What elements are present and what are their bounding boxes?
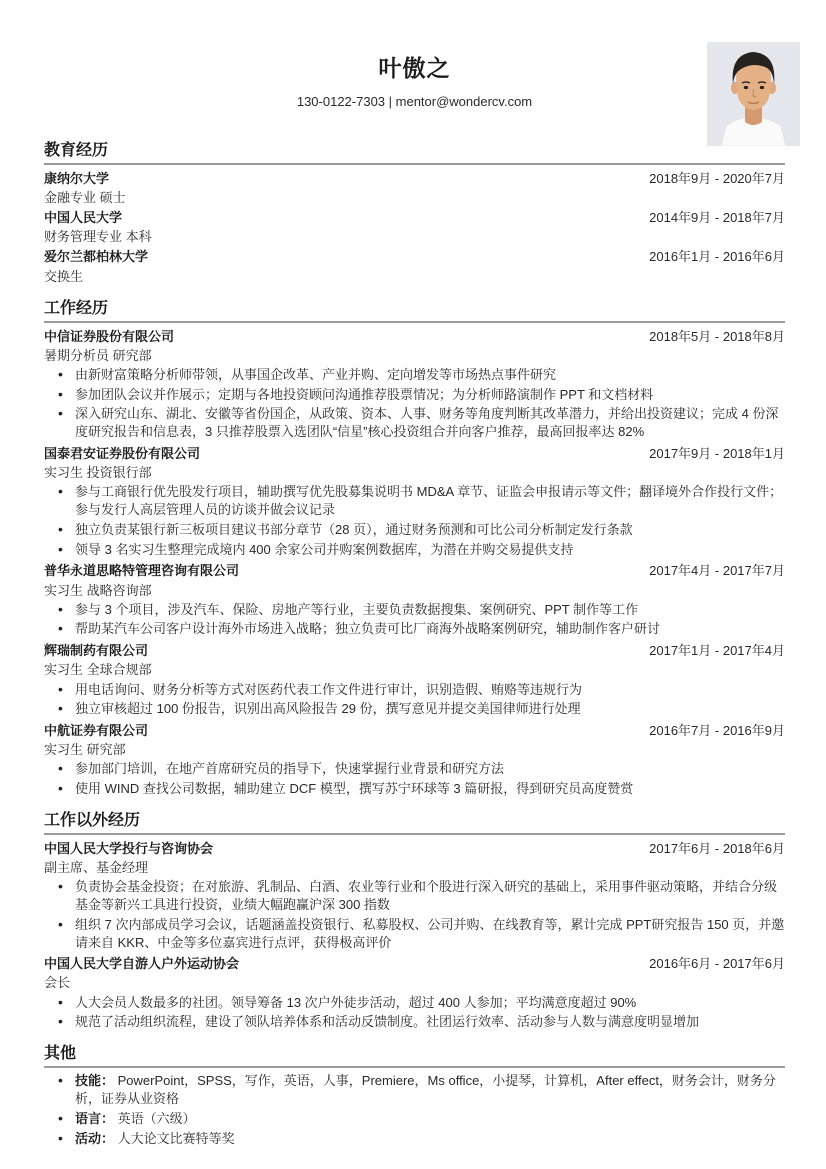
resume-header	[44, 50, 785, 109]
bullet-item: • 深入研究山东、湖北、安徽等省份国企，从政策、资本、人事、财务等角度判断其改革潜力，并给出投资建议；完成 4 份深度研究报告和信息表，3 只推荐股票入选团队“信星”核心投资组合并向客户推荐，最高回报率达 82%	[75, 405, 785, 441]
entry-head	[44, 561, 785, 580]
bullet-item: • 帮助某汽车公司客户设计海外市场进入战略；独立负责可比厂商海外战略案例研究，辅助制作客户研讨	[75, 620, 785, 638]
entry-role: 实习生 战略咨询部	[44, 582, 152, 598]
bullet-item: • 用电话询问、财务分析等方式对医药代表工作文件进行审计，识别造假、贿赂等违规行为	[75, 681, 785, 699]
entry-role: 交换生	[44, 268, 84, 284]
entry-org: 国泰君安证券股份有限公司	[44, 446, 201, 462]
resume-section	[44, 295, 785, 798]
entry-role: 实习生 研究部	[44, 742, 126, 758]
section-title: 工作经历	[44, 295, 785, 323]
entry-org: 康纳尔大学	[44, 171, 110, 186]
entry	[44, 444, 785, 558]
entry-head	[44, 954, 785, 973]
bullet-list	[44, 760, 785, 798]
candidate-name: 叶傲之	[378, 55, 451, 81]
entry-org: 中国人民大学自游人户外运动协会	[44, 956, 240, 972]
bullet-label: 技能：	[75, 1073, 115, 1089]
entry	[44, 247, 785, 285]
entry-date: 2016年6月 - 2017年6月	[649, 956, 785, 972]
bullet-list	[44, 483, 785, 558]
bullet-item: • 技能： PowerPoint，SPSS，写作，英语，人事，Premiere，Ms office，小提琴，计算机，After effect，财务会计，财务分析，证券从业资格	[75, 1072, 785, 1108]
entry-date: 2017年6月 - 2018年6月	[649, 840, 785, 856]
entry-date: 2016年7月 - 2016年9月	[649, 723, 785, 739]
bullet-item: • 领导 3 名实习生整理完成境内 400 余家公司并购案例数据库，为潜在并购交易提供支持	[75, 541, 785, 559]
bullet-item: • 独立审核超过 100 份报告，识别出高风险报告 29 份，撰写意见并提交美国律师进行处理	[75, 700, 785, 718]
bullet-item: • 人大会员人数最多的社团。领导筹备 13 次户外徒步活动，超过 400 人参加；平均满意度超过 90%	[75, 994, 785, 1012]
bullet-list	[44, 878, 785, 951]
bullet-item: • 负责协会基金投资；在对旅游、乳制品、白酒、农业等行业和个股进行深入研究的基础上，采用事件驱动策略，并结合分级基金等新兴工具进行投资，业绩大幅跑赢沪深 300 指数	[75, 878, 785, 914]
resume-body	[44, 137, 785, 1147]
section-title: 工作以外经历	[44, 807, 785, 835]
bullet-list	[44, 601, 785, 639]
entry	[44, 327, 785, 441]
entry-org: 中航证券有限公司	[44, 723, 149, 739]
bullet-item: • 语言： 英语（六级）	[75, 1110, 785, 1128]
bullet-item: • 组织 7 次内部成员学习会议，话题涵盖投资银行、私募股权、公司并购、在线教育等，累计完成 PPT研究报告 150 页，并邀请来自 KKR、中金等多位嘉宾进行点评，获得极高评价	[75, 916, 785, 952]
entry	[44, 561, 785, 638]
entry-role: 金融专业 硕士	[44, 190, 126, 206]
entry-date: 2014年9月 - 2018年7月	[649, 210, 785, 226]
bullet-list	[44, 994, 785, 1032]
entry-head	[44, 208, 785, 227]
entry-date: 2017年1月 - 2017年4月	[649, 643, 785, 659]
bullet-label: 活动：	[75, 1130, 115, 1146]
entry	[44, 954, 785, 1031]
entry-head	[44, 641, 785, 660]
entry-org: 辉瑞制药有限公司	[44, 643, 149, 659]
bullet-item: • 参与工商银行优先股发行项目，辅助撰写优先股募集说明书 MD&A 章节、证监会申报请示等文件；翻译境外合作投行文件；参与发行人高层管理人员的访谈并做会议记录	[75, 483, 785, 519]
section-title: 其他	[44, 1040, 785, 1068]
bullet-item: • 活动： 人大论文比赛特等奖	[75, 1130, 785, 1148]
entry	[44, 839, 785, 951]
contact-line: 130-0122-7303 | mentor@wondercv.com	[296, 94, 533, 109]
resume-section	[44, 807, 785, 1031]
resume-section	[44, 1040, 785, 1147]
entry-head	[44, 839, 785, 858]
bullet-item: • 参加团队会议并作展示；定期与各地投资顾问沟通推荐股票情况；为分析师路演制作 PPT 和文档材料	[75, 386, 785, 404]
entry-head	[44, 444, 785, 463]
entry	[44, 721, 785, 798]
section-title: 教育经历	[44, 137, 785, 165]
bullet-item: • 规范了活动组织流程，建设了领队培养体系和活动反馈制度。社团运行效率、活动参与人数与满意度明显增加	[75, 1013, 785, 1031]
bullet-item: • 参加部门培训，在地产首席研究员的指导下，快速掌握行业背景和研究方法	[75, 760, 785, 778]
entry	[44, 169, 785, 207]
entry	[44, 208, 785, 246]
entry	[44, 641, 785, 718]
bullet-label: 语言：	[75, 1110, 115, 1126]
entry-date: 2017年4月 - 2017年7月	[649, 563, 785, 579]
entry-role: 实习生 全球合规部	[44, 662, 152, 678]
resume-section	[44, 137, 785, 286]
entry-role: 会长	[44, 975, 71, 991]
bullet-item: • 使用 WIND 查找公司数据，辅助建立 DCF 模型，撰写苏宁环球等 3 篇研报，得到研究员高度赞赏	[75, 780, 785, 798]
entry-date: 2018年9月 - 2020年7月	[649, 171, 785, 186]
bullet-list	[44, 1072, 785, 1147]
bullet-list	[44, 681, 785, 719]
entry-head	[44, 169, 785, 188]
entry-head	[44, 721, 785, 740]
profile-photo	[707, 42, 800, 146]
entry-head	[44, 327, 785, 346]
entry-date: 2017年9月 - 2018年1月	[649, 446, 785, 462]
entry-role: 副主席、基金经理	[44, 860, 149, 876]
entry-role: 实习生 投资银行部	[44, 465, 152, 481]
bullet-list	[44, 366, 785, 441]
entry-date: 2016年1月 - 2016年6月	[649, 249, 785, 265]
entry-role: 暑期分析员 研究部	[44, 347, 152, 363]
entry-org: 爱尔兰都柏林大学	[44, 249, 149, 265]
bullet-item: • 参与 3 个项目，涉及汽车、保险、房地产等行业，主要负责数据搜集、案例研究、PPT 制作等工作	[75, 601, 785, 619]
entry-org: 中国人民大学	[44, 210, 123, 226]
bullet-item: • 独立负责某银行新三板项目建议书部分章节（28 页），通过财务预测和可比公司分析制定发行条款	[75, 521, 785, 539]
entry-role: 财务管理专业 本科	[44, 229, 152, 245]
entry-org: 中信证券股份有限公司	[44, 328, 175, 344]
entry-head	[44, 247, 785, 266]
entry-org: 普华永道思略特管理咨询有限公司	[44, 563, 240, 579]
entry-date: 2018年5月 - 2018年8月	[649, 328, 785, 344]
bullet-item: • 由新财富策略分析师带领，从事国企改革、产业并购、定向增发等市场热点事件研究	[75, 366, 785, 384]
entry	[44, 1072, 785, 1147]
entry-org: 中国人民大学投行与咨询协会	[44, 840, 214, 856]
